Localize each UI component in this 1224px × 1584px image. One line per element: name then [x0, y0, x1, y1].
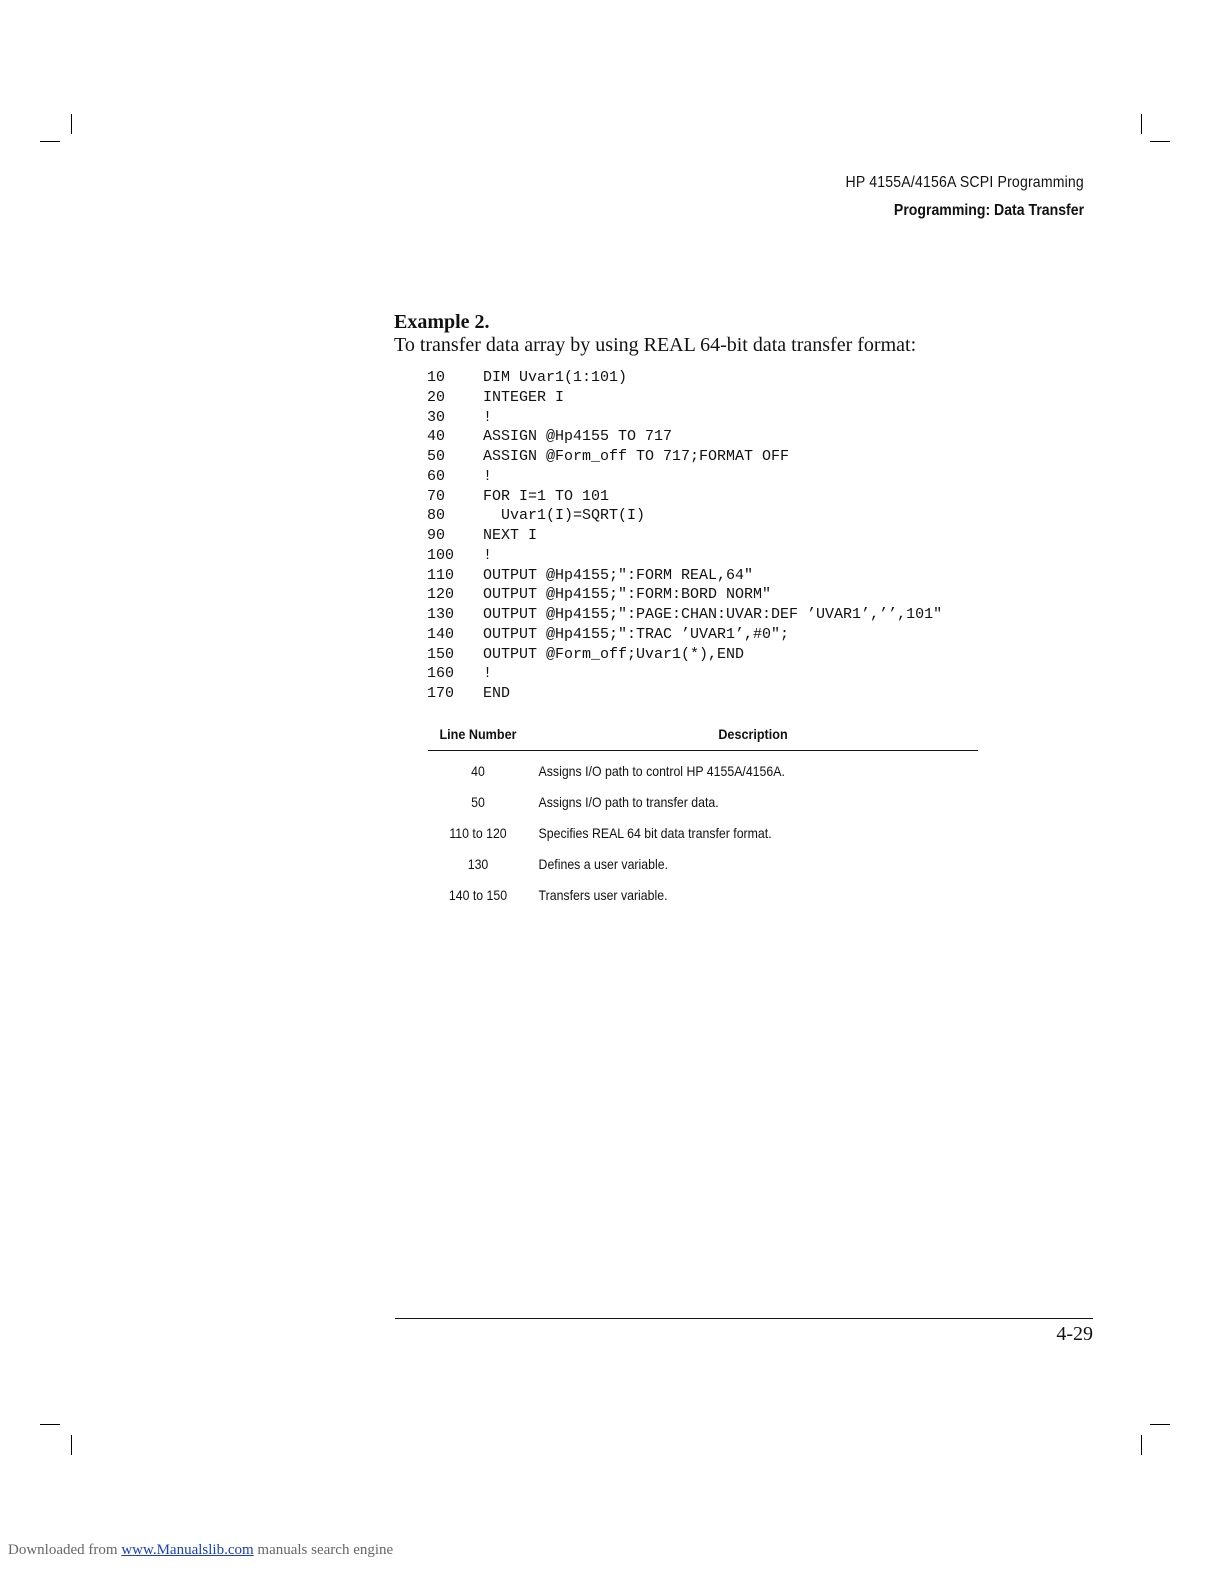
code-line — [427, 526, 942, 546]
code-line-text: OUTPUT @Hp4155;":FORM:BORD NORM" — [483, 586, 772, 604]
crop-mark-bottom-right-h — [1150, 1424, 1170, 1425]
code-line — [427, 625, 942, 645]
code-line — [427, 684, 942, 704]
code-line — [427, 566, 942, 586]
example-title: Example 2. — [394, 311, 490, 333]
code-line-number: 110 — [427, 566, 455, 584]
crop-mark-bottom-left-v — [71, 1435, 72, 1455]
code-line — [427, 388, 942, 408]
table-cell-description: Transfers user variable. — [538, 886, 668, 903]
code-line-text: OUTPUT @Hp4155;":FORM REAL,64" — [483, 566, 754, 584]
manual-title: HP 4155A/4156A SCPI Programming — [845, 174, 1084, 191]
code-line-number: 160 — [427, 665, 455, 683]
crop-mark-top-right-h — [1150, 141, 1170, 142]
code-line-number: 10 — [427, 369, 446, 386]
download-prefix: Downloaded from — [8, 1542, 118, 1558]
code-line-text: DIM Uvar1(1:101) — [483, 369, 628, 386]
table-cell-line-number: 140 to 150 — [448, 886, 508, 903]
manualslib-link[interactable]: www.Manualslib.com — [121, 1542, 254, 1558]
table-row — [428, 755, 978, 786]
code-line-number: 170 — [427, 685, 455, 702]
column-header-line-number: Line Number — [439, 726, 517, 742]
code-line-number: 80 — [427, 507, 446, 525]
column-header-description: Description — [718, 726, 788, 742]
code-line-number: 130 — [427, 606, 455, 623]
code-line-text: OUTPUT @Hp4155;":PAGE:CHAN:UVAR:DEF ’UVAR1’,’’,101" — [483, 606, 943, 623]
code-line-text: FOR I=1 TO 101 — [483, 487, 610, 505]
code-line-number: 40 — [427, 428, 446, 446]
code-line-text: ! — [483, 546, 493, 564]
code-line-number: 70 — [427, 487, 446, 505]
crop-mark-top-right-v — [1141, 114, 1142, 134]
code-line-text: NEXT I — [483, 527, 538, 544]
crop-mark-bottom-left-h — [40, 1424, 60, 1425]
crop-mark-bottom-right-v — [1141, 1435, 1142, 1455]
code-line — [427, 368, 942, 388]
code-line-number: 140 — [427, 625, 455, 643]
code-line — [427, 605, 942, 625]
code-line — [427, 506, 942, 526]
footer-rule — [395, 1318, 1093, 1319]
table-cell-line-number: 50 — [471, 793, 485, 810]
code-line — [427, 408, 942, 428]
code-line-text: END — [483, 685, 511, 702]
download-suffix: manuals search engine — [257, 1542, 394, 1558]
code-listing — [427, 368, 942, 704]
code-line-text: INTEGER I — [483, 388, 565, 406]
code-line-text: ASSIGN @Hp4155 TO 717 — [483, 428, 673, 446]
code-line-text: ! — [483, 467, 493, 485]
line-description-table — [428, 726, 978, 910]
code-line-number: 60 — [427, 467, 446, 485]
code-line-number: 90 — [427, 527, 446, 544]
table-cell-description: Specifies REAL 64 bit data transfer format. — [538, 824, 772, 841]
table-row — [428, 817, 978, 848]
table-cell-line-number: 130 — [467, 855, 489, 872]
download-note — [8, 1542, 393, 1559]
code-line-number: 100 — [427, 546, 455, 564]
section-title: Programming: Data Transfer — [893, 202, 1084, 219]
crop-mark-top-left-h — [40, 141, 60, 142]
table-cell-line-number: 40 — [471, 762, 485, 779]
code-line-text: OUTPUT @Hp4155;":TRAC ’UVAR1’,#0"; — [483, 625, 790, 643]
code-line-number: 30 — [427, 408, 446, 426]
table-row — [428, 879, 978, 910]
code-line — [427, 664, 942, 684]
code-line — [427, 447, 942, 467]
table-cell-line-number: 110 to 120 — [449, 824, 507, 841]
code-line — [427, 645, 942, 665]
code-line-number: 50 — [427, 448, 446, 465]
table-header-row — [428, 726, 978, 751]
code-line — [427, 585, 942, 605]
code-line-text: Uvar1(I)=SQRT(I) — [483, 507, 646, 525]
code-line — [427, 467, 942, 487]
code-line — [427, 487, 942, 507]
table-row — [428, 848, 978, 879]
code-line-text: OUTPUT @Form_off;Uvar1(*),END — [483, 645, 745, 663]
code-line-number: 120 — [427, 586, 455, 604]
table-body — [428, 755, 978, 910]
code-line — [427, 546, 942, 566]
code-line-number: 150 — [427, 645, 455, 663]
code-line-number: 20 — [427, 388, 446, 406]
page-number: 4-29 — [1056, 1323, 1093, 1345]
table-cell-description: Defines a user variable. — [538, 855, 668, 872]
table-cell-description: Assigns I/O path to control HP 4155A/4156A. — [538, 762, 785, 779]
code-line — [427, 427, 942, 447]
code-line-text: ! — [483, 665, 493, 683]
table-cell-description: Assigns I/O path to transfer data. — [538, 793, 719, 810]
example-description: To transfer data array by using REAL 64-bit data transfer format: — [394, 334, 917, 356]
crop-mark-top-left-v — [71, 114, 72, 134]
code-line-text: ASSIGN @Form_off TO 717;FORMAT OFF — [483, 448, 790, 465]
code-line-text: ! — [483, 408, 493, 426]
table-row — [428, 786, 978, 817]
